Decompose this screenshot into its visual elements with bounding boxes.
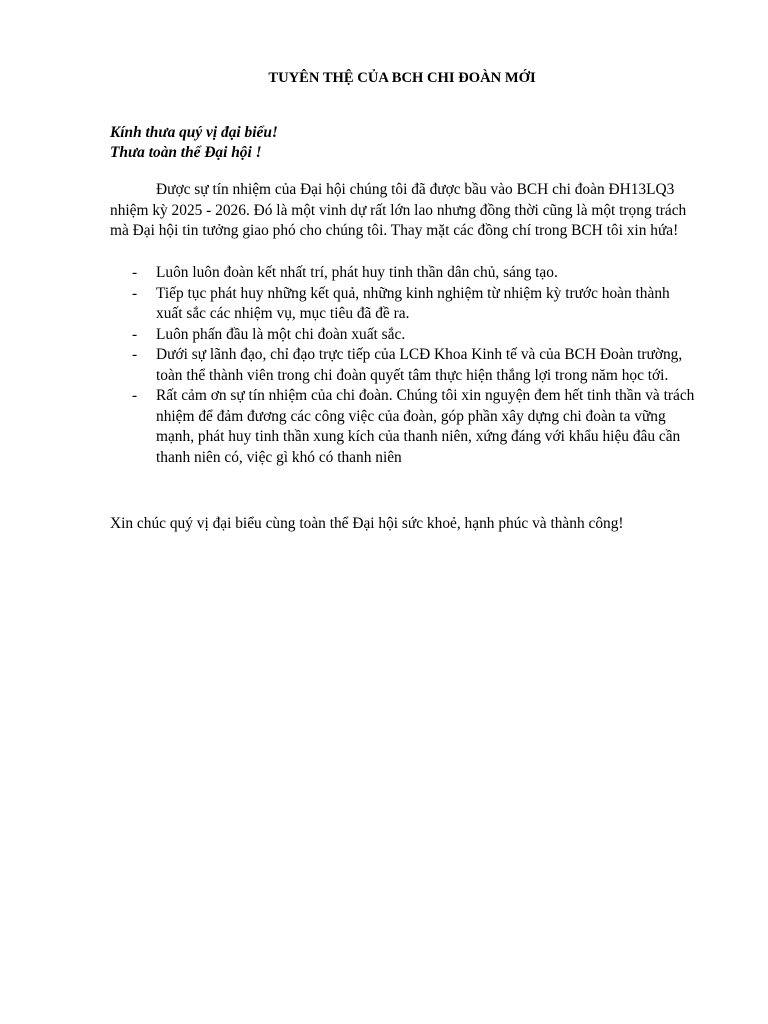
pledge-text: Rất cảm ơn sự tín nhiệm của chi đoàn. Chúng tôi xin nguyện đem hết tinh thần và trách nhiệm để đảm đương các công việc của đoàn, góp phần xây dựng chi đoàn ta vững mạnh, phát huy tinh thần xung kích của thanh niên, xứng đáng với khẩu hiệu đâu cần thanh niên có, việc gì khó có thanh niên bbox=[156, 387, 695, 466]
pledge-text: Dưới sự lãnh đạo, chỉ đạo trực tiếp của LCĐ Khoa Kinh tế và của BCH Đoàn trường, toàn thể thành viên trong chi đoàn quyết tâm thực hiện thắng lợi trong năm học tới. bbox=[156, 346, 683, 384]
pledge-text: Tiếp tục phát huy những kết quả, những kinh nghiệm từ nhiệm kỳ trước hoàn thành xuất sắc các nhiệm vụ, mục tiêu đã đề ra. bbox=[156, 284, 670, 322]
pledge-text: Luôn phấn đầu là một chi đoàn xuất sắc. bbox=[156, 325, 406, 343]
intro-paragraph: Được sự tín nhiệm của Đại hội chúng tôi đã được bầu vào BCH chi đoàn ĐH13LQ3 nhiệm kỳ 2025 - 2026. Đó là một vinh dự rất lớn lao nhưng đồng thời cũng là một trọng trách mà Đại hội tin tưởng giao phó cho chúng tôi. Thay mặt các đồng chí trong BCH tôi xin hứa! bbox=[110, 181, 687, 239]
pledge-item bbox=[110, 263, 700, 284]
pledge-item bbox=[110, 284, 700, 325]
bullet-dash: - bbox=[132, 325, 138, 343]
greeting-congress: Thưa toàn thể Đại hội ! bbox=[110, 144, 262, 161]
pledge-item bbox=[110, 386, 700, 468]
pledge-item bbox=[110, 345, 700, 386]
greeting-delegates: Kính thưa quý vị đại biểu! bbox=[110, 124, 278, 141]
pledge-text: Luôn luôn đoàn kết nhất trí, phát huy tinh thần dân chủ, sáng tạo. bbox=[156, 264, 558, 281]
pledge-item bbox=[110, 325, 700, 346]
bullet-dash: - bbox=[132, 346, 138, 363]
bullet-dash: - bbox=[132, 264, 138, 281]
closing-paragraph: Xin chúc quý vị đại biểu cùng toàn thể Đại hội sức khoẻ, hạnh phúc và thành công! bbox=[110, 515, 624, 532]
document-title: TUYÊN THỆ CỦA BCH CHI ĐOÀN MỚI bbox=[268, 70, 536, 86]
bullet-dash: - bbox=[132, 284, 138, 302]
bullet-dash: - bbox=[132, 387, 138, 404]
pledge-list bbox=[110, 263, 700, 468]
